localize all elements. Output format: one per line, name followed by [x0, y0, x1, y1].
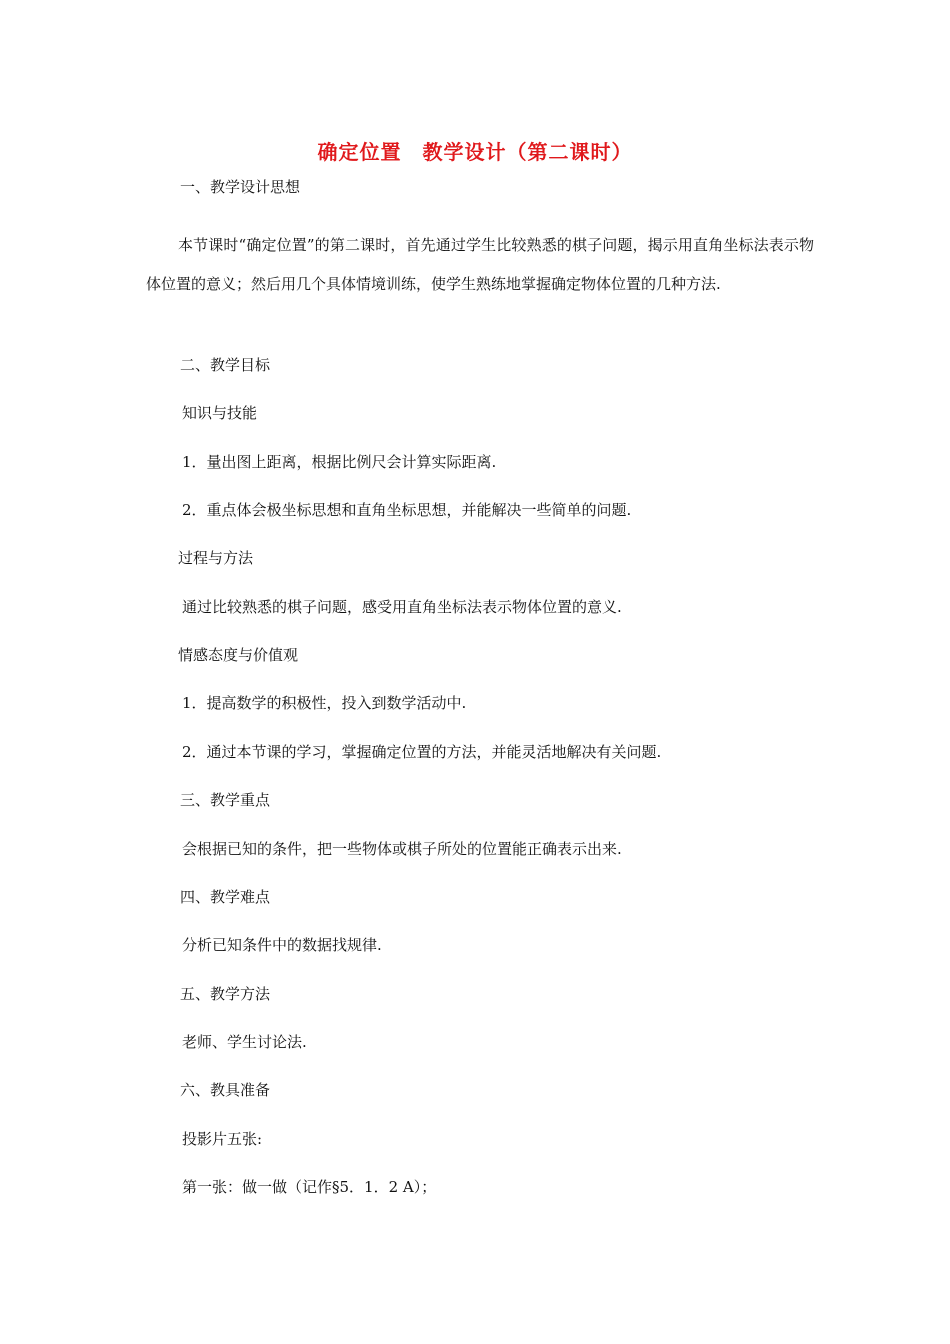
emotion-item-1: 1．提高数学的积极性，投入到数学活动中. — [182, 694, 467, 712]
section-heading-teaching-aids: 六、教具准备 — [180, 1081, 271, 1099]
design-idea-paragraph: 本节课时“确定位置”的第二课时，首先通过学生比较熟悉的棋子问题，揭示用直角坐标法表示物体位置的意义；然后用几个具体情境训练，使学生熟练地掌握确定物体位置的几种方法. — [146, 236, 814, 293]
section-heading-design-idea: 一、教学设计思想 — [180, 178, 301, 196]
section-heading-objectives: 二、教学目标 — [180, 356, 271, 374]
subheading-knowledge-skills: 知识与技能 — [182, 404, 258, 422]
teaching-aids-text: 投影片五张: — [182, 1130, 263, 1148]
section-heading-key-points: 三、教学重点 — [180, 791, 271, 809]
process-item-1: 通过比较熟悉的棋子问题，感受用直角坐标法表示物体位置的意义. — [182, 598, 622, 616]
difficulties-text: 分析已知条件中的数据找规律. — [182, 936, 382, 954]
key-points-text: 会根据已知的条件，把一些物体或棋子所处的位置能正确表示出来. — [182, 840, 622, 858]
knowledge-item-1: 1．量出图上距离，根据比例尺会计算实际距离. — [182, 453, 497, 471]
methods-text: 老师、学生讨论法. — [182, 1033, 307, 1051]
emotion-item-2: 2．通过本节课的学习，掌握确定位置的方法，并能灵活地解决有关问题. — [182, 743, 662, 761]
section-heading-methods: 五、教学方法 — [180, 985, 271, 1003]
knowledge-item-2: 2．重点体会极坐标思想和直角坐标思想，并能解决一些简单的问题. — [182, 501, 632, 519]
subheading-process-method: 过程与方法 — [178, 549, 254, 567]
document-title: 确定位置 教学设计（第二课时） — [317, 140, 633, 164]
teaching-aids-item-1: 第一张：做一做（记作§5．1．2 A）； — [182, 1178, 437, 1196]
section-heading-difficulties: 四、教学难点 — [180, 888, 271, 906]
subheading-emotion-values: 情感态度与价值观 — [178, 646, 299, 664]
